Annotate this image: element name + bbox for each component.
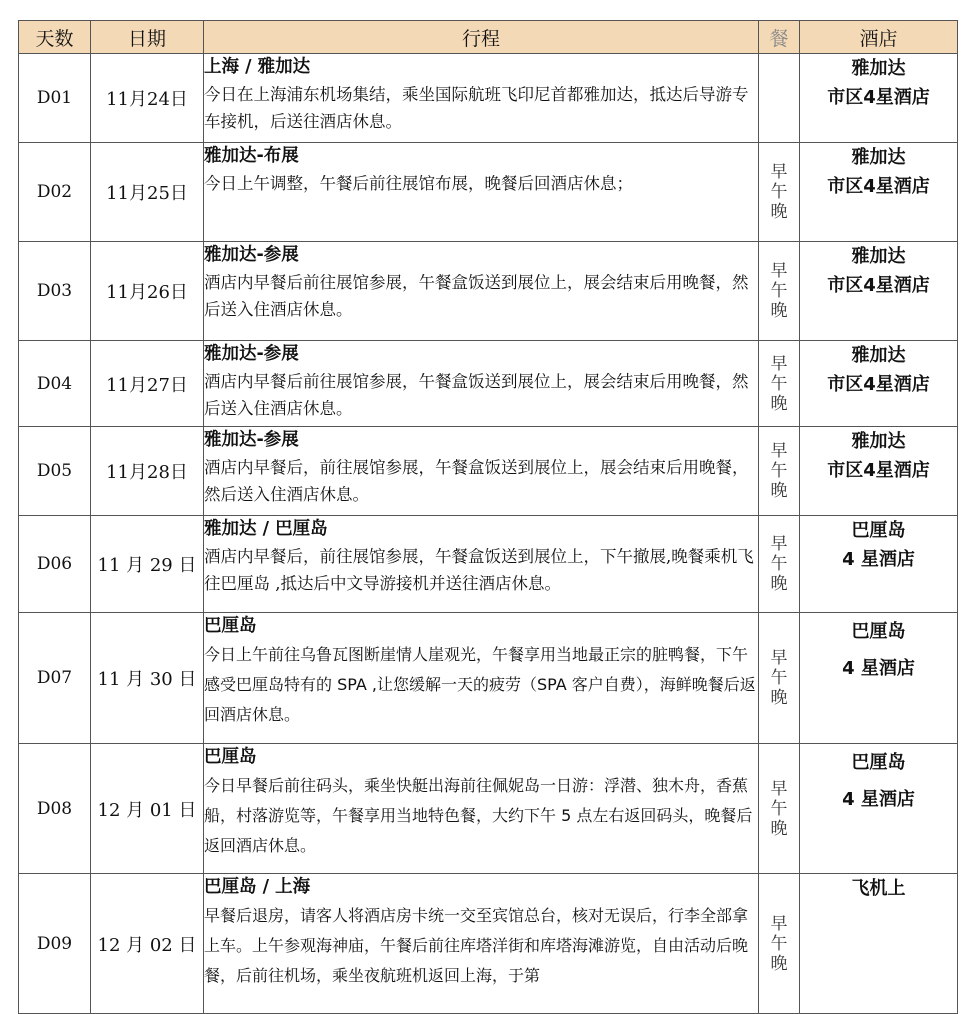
- hotel-city: 雅加达: [851, 246, 906, 267]
- hotel-cell: [800, 143, 958, 242]
- day-cell: D06: [19, 516, 91, 613]
- itinerary-description: 酒店内早餐后，前往展馆参展，午餐盒饭送到展位上，下午撤展,晚餐乘机飞往巴厘岛 ,抵达后中文导游接机并送往酒店休息。: [204, 547, 754, 593]
- hotel-city: 雅加达: [851, 58, 906, 79]
- itinerary-description: 酒店内早餐后前往展馆参展，午餐盒饭送到展位上，展会结束后用晚餐，然后送入住酒店休息。: [204, 273, 749, 319]
- meal-item: 晚: [770, 301, 788, 321]
- header-itinerary: 行程: [204, 21, 759, 54]
- meal-item: 晚: [770, 481, 788, 501]
- meal-item: 早: [770, 648, 788, 668]
- hotel-cell: [800, 613, 958, 744]
- header-meal: 餐: [759, 21, 800, 54]
- header-row: [19, 21, 958, 54]
- table-row: [19, 143, 958, 242]
- header-hotel: 酒店: [800, 21, 958, 54]
- itinerary-title: 雅加达-布展: [204, 146, 299, 166]
- meal-item: 晚: [770, 953, 788, 974]
- header-date: 日期: [91, 21, 204, 54]
- table-row: [19, 341, 958, 427]
- hotel-class: 市区4星酒店: [827, 87, 930, 108]
- date-cell: 11月28日: [91, 427, 204, 516]
- meal-item: 晚: [770, 393, 788, 414]
- meal-cell: [759, 143, 800, 242]
- table-row: [19, 427, 958, 516]
- hotel-class: 市区4星酒店: [827, 460, 930, 481]
- meal-cell: [759, 341, 800, 427]
- itinerary-cell: [204, 613, 759, 744]
- itinerary-description: 今日早餐后前往码头，乘坐快艇出海前往佩妮岛一日游：浮潜、独木舟，香蕉船，村落游览等，午餐享用当地特色餐，大约下午 5 点左右返回码头，晚餐后返回酒店休息。: [204, 776, 753, 855]
- table-row: [19, 613, 958, 744]
- hotel-cell: [800, 427, 958, 516]
- hotel-cell: [800, 54, 958, 143]
- meal-item: 早: [770, 261, 788, 281]
- hotel-city: 巴厘岛: [851, 520, 906, 541]
- date-cell: 12 月 02 日: [91, 874, 204, 1014]
- meal-item: 午: [770, 798, 788, 819]
- date-cell: 11月26日: [91, 242, 204, 341]
- meal-item: 晚: [770, 688, 788, 708]
- itinerary-cell: [204, 54, 759, 143]
- meal-item: 午: [770, 554, 788, 574]
- day-cell: D03: [19, 242, 91, 341]
- meal-cell: [759, 427, 800, 516]
- hotel-city: 雅加达: [851, 147, 906, 168]
- meal-item: 晚: [770, 818, 788, 839]
- meal-cell: [759, 744, 800, 874]
- itinerary-cell: [204, 874, 759, 1014]
- itinerary-title: 上海 / 雅加达: [204, 57, 311, 77]
- meal-item: 早: [770, 441, 788, 461]
- date-cell: 11 月 29 日: [91, 516, 204, 613]
- hotel-class: 4 星酒店: [842, 549, 915, 570]
- hotel-class: 市区4星酒店: [827, 374, 930, 395]
- meal-item: 早: [770, 913, 788, 934]
- itinerary-title: 雅加达-参展: [204, 245, 299, 265]
- meal-cell: [759, 54, 800, 143]
- itinerary-cell: [204, 427, 759, 516]
- meal-item: 早: [770, 162, 788, 182]
- hotel-cell: [800, 242, 958, 341]
- itinerary-description: 今日上午前往乌鲁瓦图断崖情人崖观光，午餐享用当地最正宗的脏鸭餐，下午感受巴厘岛特有的 SPA ,让您缓解一天的疲劳（SPA 客户自费），海鲜晚餐后返回酒店休息。: [204, 645, 756, 724]
- date-cell: 12 月 01 日: [91, 744, 204, 874]
- hotel-class: 4 星酒店: [842, 789, 915, 810]
- itinerary-title: 巴厘岛: [204, 616, 257, 636]
- meal-cell: [759, 613, 800, 744]
- table-row: [19, 54, 958, 143]
- itinerary-title: 巴厘岛 / 上海: [204, 877, 311, 897]
- day-cell: D05: [19, 427, 91, 516]
- itinerary-title: 雅加达 / 巴厘岛: [204, 519, 328, 539]
- hotel-class: 4 星酒店: [842, 658, 915, 679]
- hotel-cell: [800, 874, 958, 1014]
- itinerary-cell: [204, 744, 759, 874]
- meal-item: 晚: [770, 202, 788, 222]
- meal-cell: [759, 516, 800, 613]
- meal-item: 午: [770, 373, 788, 394]
- date-cell: 11 月 30 日: [91, 613, 204, 744]
- itinerary-description: 酒店内早餐后，前往展馆参展，午餐盒饭送到展位上，展会结束后用晚餐，然后送入住酒店休息。: [204, 458, 749, 504]
- day-cell: D04: [19, 341, 91, 427]
- hotel-class: 市区4星酒店: [827, 275, 930, 296]
- itinerary-cell: [204, 341, 759, 427]
- itinerary-title: 巴厘岛: [204, 747, 257, 767]
- itinerary-cell: [204, 143, 759, 242]
- hotel-city: 巴厘岛: [851, 621, 906, 642]
- itinerary-description: 今日在上海浦东机场集结，乘坐国际航班飞印尼首都雅加达，抵达后导游专车接机，后送往酒店休息。: [204, 85, 749, 131]
- hotel-cell: [800, 744, 958, 874]
- day-cell: D08: [19, 744, 91, 874]
- hotel-city: 雅加达: [851, 345, 906, 366]
- meal-item: 午: [770, 281, 788, 301]
- meal-item: 午: [770, 668, 788, 688]
- table-row: [19, 242, 958, 341]
- itinerary-description: 早餐后退房，请客人将酒店房卡统一交至宾馆总台，核对无误后，行李全部拿上车。上午参观海神庙，午餐后前往库塔洋街和库塔海滩游览，自由活动后晚餐，后前往机场，乘坐夜航班机返回上海，于第: [204, 906, 749, 985]
- day-cell: D02: [19, 143, 91, 242]
- date-cell: 11月25日: [91, 143, 204, 242]
- date-cell: 11月27日: [91, 341, 204, 427]
- itinerary-description: 酒店内早餐后前往展馆参展，午餐盒饭送到展位上，展会结束后用晚餐，然后送入住酒店休息。: [204, 372, 749, 418]
- hotel-cell: [800, 516, 958, 613]
- header-day: 天数: [19, 21, 91, 54]
- table-row: [19, 744, 958, 874]
- meal-cell: [759, 874, 800, 1014]
- meal-item: 午: [770, 461, 788, 481]
- day-cell: D07: [19, 613, 91, 744]
- meal-item: 晚: [770, 574, 788, 594]
- hotel-cell: [800, 341, 958, 427]
- hotel-class: 市区4星酒店: [827, 176, 930, 197]
- itinerary-cell: [204, 242, 759, 341]
- date-cell: 11月24日: [91, 54, 204, 143]
- itinerary-cell: [204, 516, 759, 613]
- hotel-city: 巴厘岛: [851, 752, 906, 773]
- meal-item: 早: [770, 534, 788, 554]
- hotel-city: 雅加达: [851, 431, 906, 452]
- day-cell: D09: [19, 874, 91, 1014]
- meal-item: 午: [770, 182, 788, 202]
- meal-item: 早: [770, 353, 788, 374]
- hotel-city: 飞机上: [851, 878, 906, 899]
- itinerary-body: [19, 54, 958, 1014]
- itinerary-table: [18, 20, 958, 1014]
- itinerary-description: 今日上午调整，午餐后前往展馆布展，晚餐后回酒店休息；: [204, 174, 633, 193]
- table-row: [19, 516, 958, 613]
- day-cell: D01: [19, 54, 91, 143]
- meal-item: 早: [770, 778, 788, 799]
- meal-cell: [759, 242, 800, 341]
- itinerary-title: 雅加达-参展: [204, 344, 299, 364]
- table-row: [19, 874, 958, 1014]
- itinerary-title: 雅加达-参展: [204, 430, 299, 450]
- meal-item: 午: [770, 933, 788, 954]
